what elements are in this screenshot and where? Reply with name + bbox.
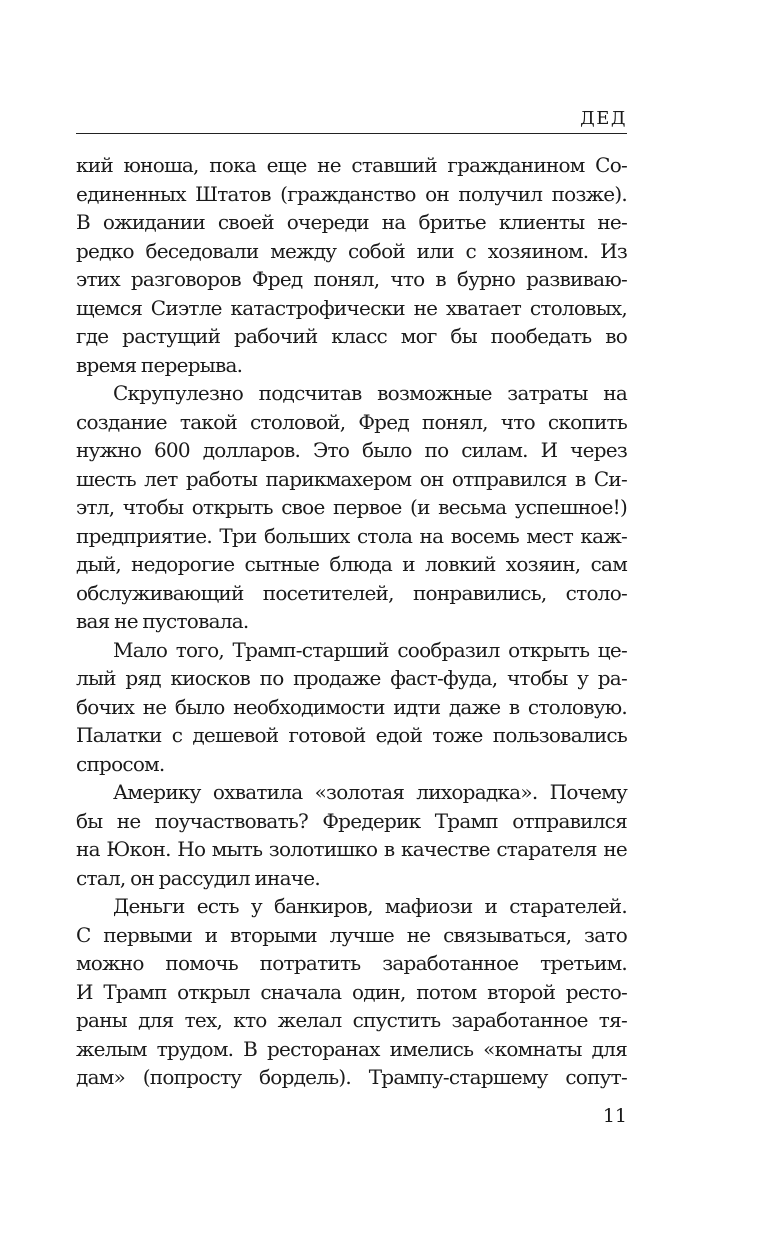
text-line: вая не пустовала.	[76, 609, 249, 633]
text-line: В ожидании своей очереди на бритье клиенты не-	[76, 210, 627, 234]
text-line: шесть лет работы парикмахером он отправился в Си-	[76, 466, 627, 491]
text-line: этл, чтобы открыть свое первое (и весьма успешное!)	[76, 495, 627, 519]
text-line: И Трамп открыл сначала один, потом второй ресто-	[76, 979, 627, 1004]
text-line: можно помочь потратить заработанное третьим.	[76, 951, 627, 975]
text-line: раны для тех, кто желал спустить заработанное тя-	[76, 1008, 627, 1032]
text-line: предприятие. Три больших стола на восемь мест каж-	[76, 523, 627, 548]
text-line: спросом.	[76, 751, 165, 776]
body-text	[76, 151, 627, 1092]
text-line: щемся Сиэтле катастрофически не хватает столовых,	[76, 295, 627, 320]
text-line: стал, он рассудил иначе.	[76, 865, 320, 890]
text-line: на Юкон. Но мыть золотишко в качестве старателя не	[76, 837, 627, 861]
text-line: время перерыва.	[76, 352, 243, 377]
text-line: этих разговоров Фред понял, что в бурно развиваю-	[76, 267, 627, 291]
text-line: дам» (попросту бордель). Трампу-старшему сопут-	[76, 1065, 627, 1089]
page-number: 11	[602, 1105, 627, 1127]
text-line: нужно 600 долларов. Это было по силам. И через	[76, 438, 627, 462]
text-line: дый, недорогие сытные блюда и ловкий хозяин, сам	[76, 552, 627, 576]
text-line: создание такой столовой, Фред понял, что скопить	[76, 409, 627, 434]
running-head: ДЕД	[580, 108, 627, 129]
text-line: С первыми и вторыми лучше не связываться, зато	[76, 922, 627, 947]
text-line: бы не поучаствовать? Фредерик Трамп отправился	[76, 808, 627, 833]
text-line: Скрупулезно подсчитав возможные затраты на	[113, 381, 627, 405]
text-line: единенных Штатов (гражданство он получил позже).	[76, 181, 627, 206]
text-line: кий юноша, пока еще не ставший гражданином Со-	[76, 153, 627, 177]
text-line: лый ряд киосков по продаже фаст-фуда, чтобы у ра-	[76, 666, 627, 690]
text-line: Деньги есть у банкиров, мафиози и старателей.	[113, 894, 627, 918]
text-line: бочих не было необходимости идти даже в столовую.	[76, 694, 627, 719]
text-line: желым трудом. В ресторанах имелись «комнаты для	[76, 1036, 627, 1061]
text-line: Палатки с дешевой готовой едой тоже пользовались	[76, 723, 627, 747]
text-line: редко беседовали между собой или с хозяином. Из	[76, 238, 627, 263]
text-line: обслуживающий посетителей, понравились, столо-	[76, 580, 627, 605]
text-line: Америку охватила «золотая лихорадка». Почему	[113, 780, 627, 804]
text-line: где растущий рабочий класс мог бы пообедать во	[76, 324, 627, 348]
text-line: Мало того, Трамп-старший сообразил открыть це-	[113, 637, 627, 662]
header-rule	[76, 133, 627, 134]
